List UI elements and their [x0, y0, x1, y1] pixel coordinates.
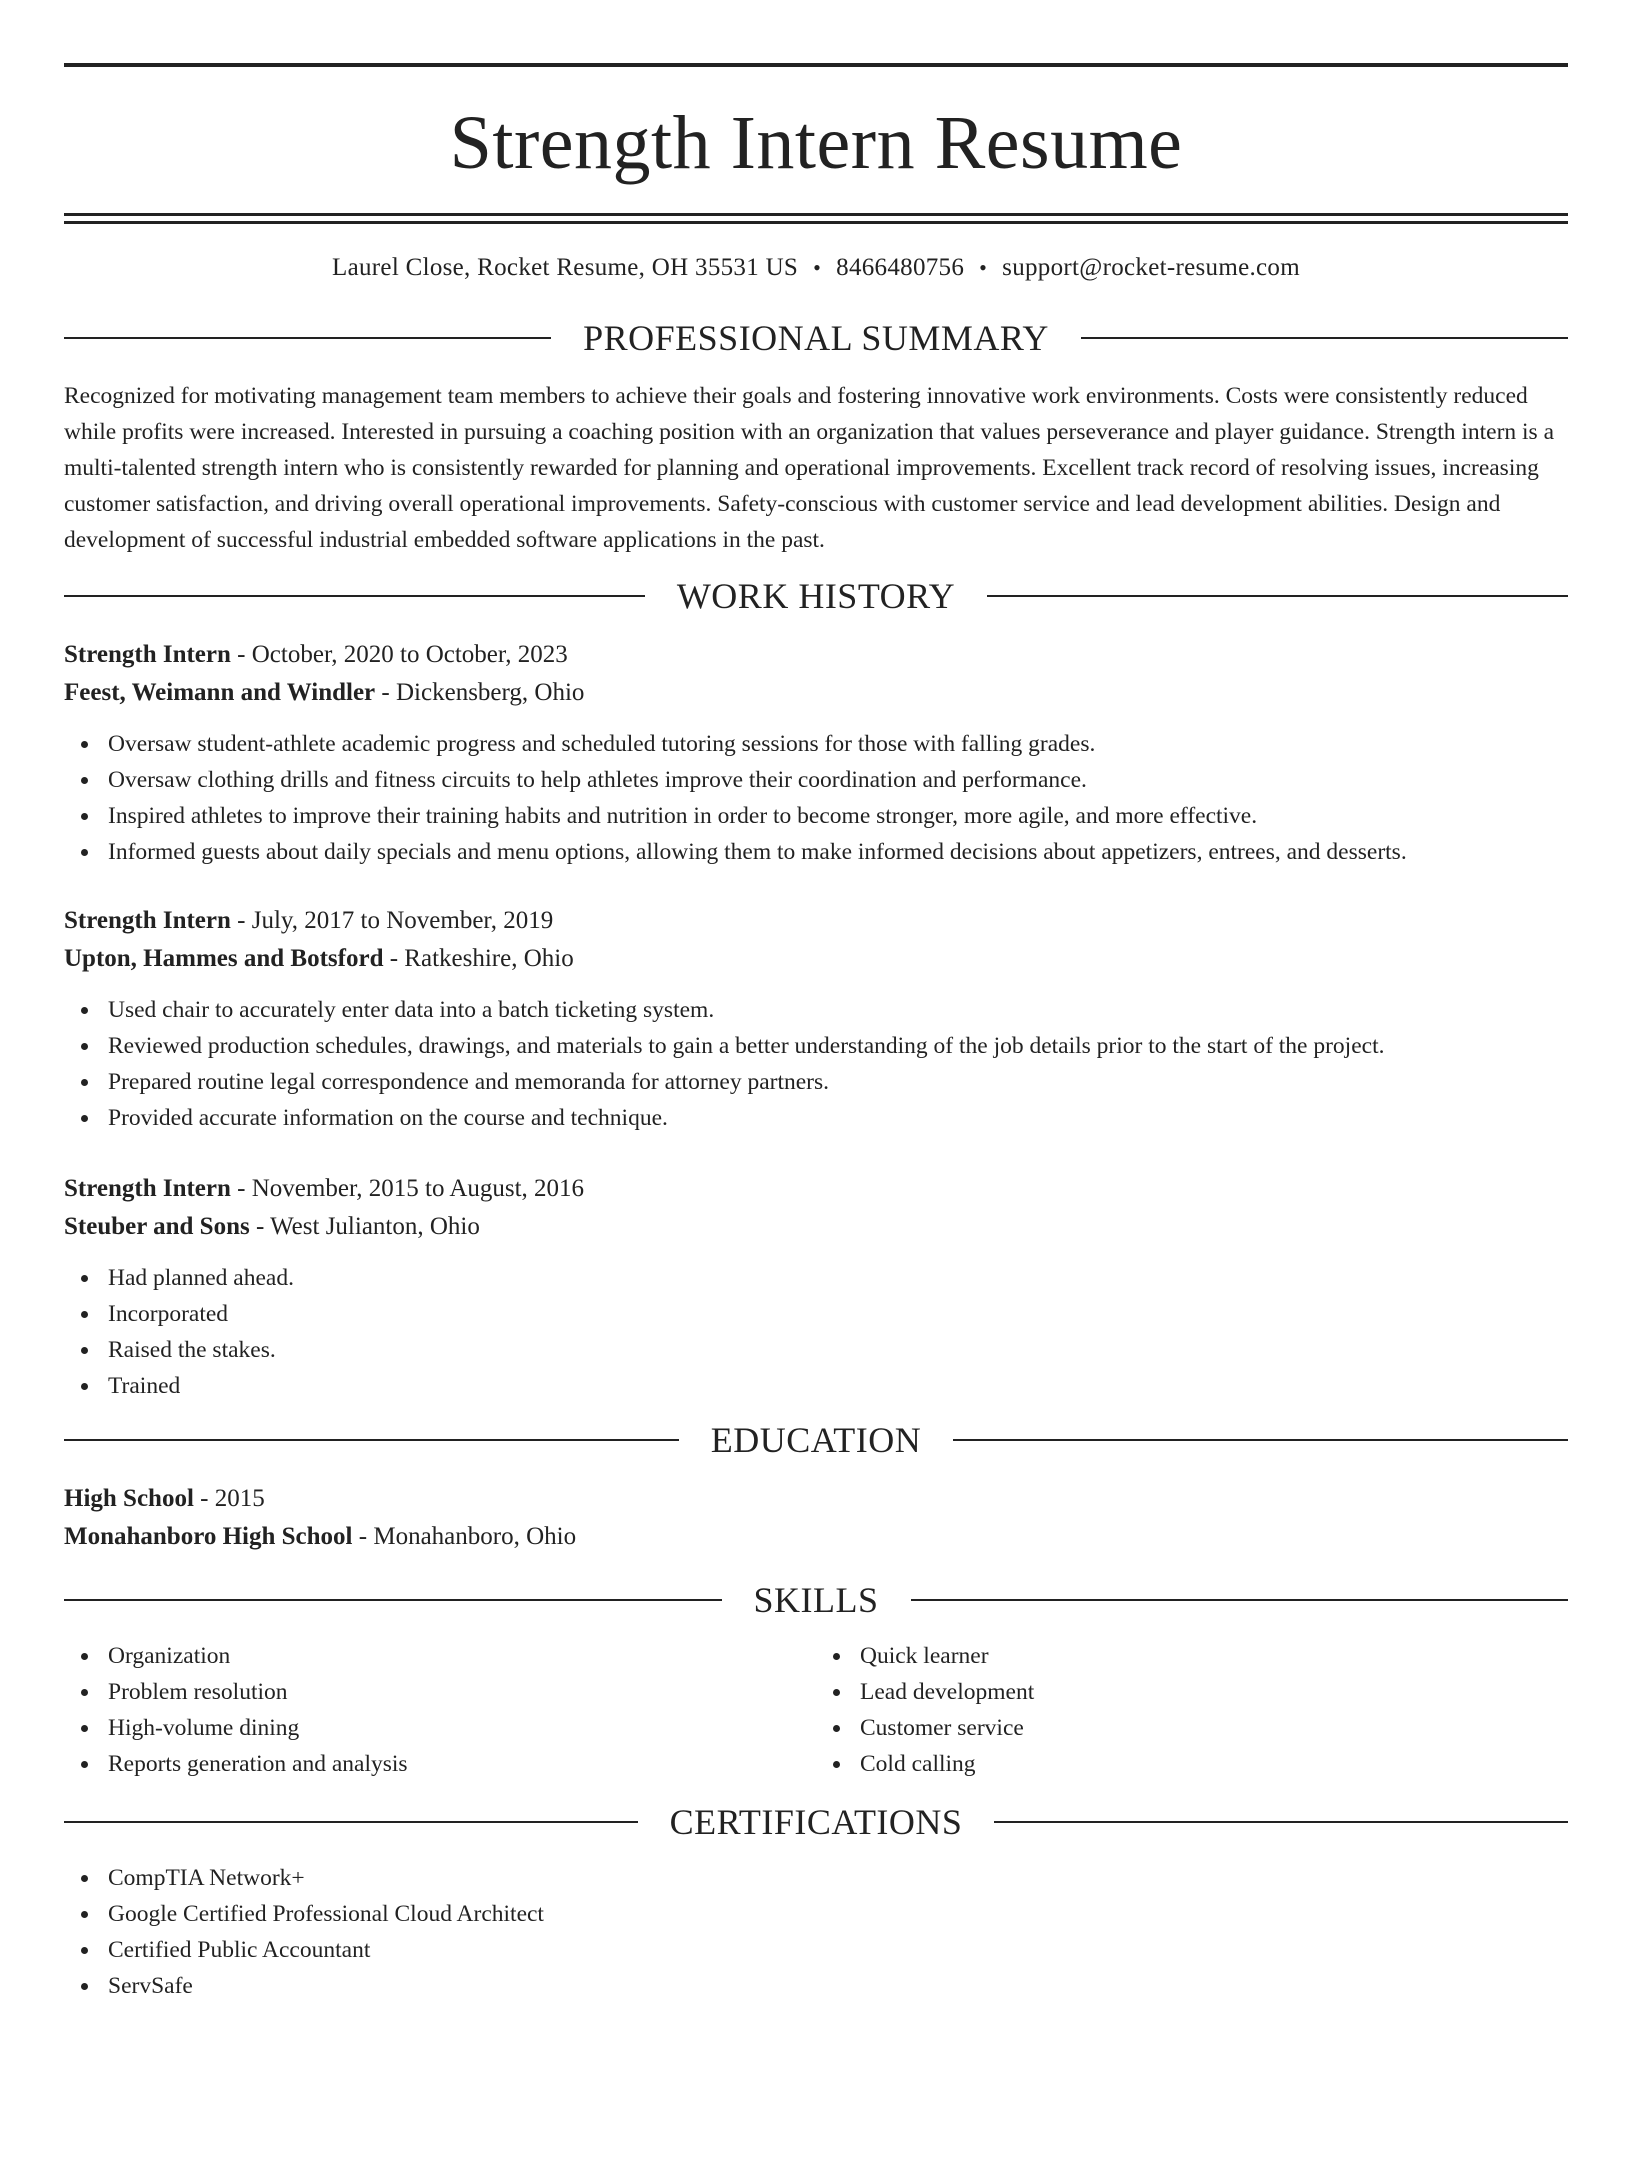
education-school: Monahanboro High School [64, 1523, 353, 1550]
certifications-list [64, 1860, 1568, 2004]
section-title: PROFESSIONAL SUMMARY [583, 318, 1049, 358]
education-degree-line [64, 1480, 1568, 1518]
list-item: Raised the stakes. [108, 1332, 1568, 1368]
heading-rule [911, 1599, 1569, 1601]
section-title: EDUCATION [710, 1420, 922, 1460]
list-item: Certified Public Accountant [108, 1932, 1568, 1968]
education-school-line [64, 1518, 1568, 1556]
job-bullets [64, 726, 1568, 870]
job-title: Strength Intern [64, 907, 231, 934]
education-year: - 2015 [193, 1485, 265, 1512]
contact-separator: • [813, 255, 822, 280]
job-title: Strength Intern [64, 1175, 231, 1202]
job-location: - Ratkeshire, Ohio [383, 945, 574, 972]
skills-grid [64, 1638, 1568, 1782]
contact-line [64, 250, 1568, 286]
heading-rule [64, 595, 645, 597]
title-double-rule [64, 213, 1568, 224]
skills-column-left [64, 1638, 816, 1782]
skills-list [816, 1638, 1568, 1782]
section-heading-work [64, 574, 1568, 618]
heading-rule [994, 1821, 1568, 1823]
skills-column-right [816, 1638, 1568, 1782]
education-entry [64, 1480, 1568, 1556]
job-company-line [64, 1208, 1568, 1246]
job-dates: - November, 2015 to August, 2016 [230, 1175, 585, 1202]
job-company-line [64, 674, 1568, 712]
list-item: Organization [108, 1638, 816, 1674]
job-location: - Dickensberg, Ohio [375, 679, 585, 706]
heading-rule [64, 337, 551, 339]
education-location: - Monahanboro, Ohio [352, 1523, 577, 1550]
list-item: Incorporated [108, 1296, 1568, 1332]
job-dates: - July, 2017 to November, 2019 [230, 907, 554, 934]
list-item: ServSafe [108, 1968, 1568, 2004]
list-item: Provided accurate information on the course and technique. [108, 1100, 1568, 1136]
heading-rule [953, 1439, 1568, 1441]
list-item: Had planned ahead. [108, 1260, 1568, 1296]
job-dates: - October, 2020 to October, 2023 [230, 641, 568, 668]
job-title: Strength Intern [64, 641, 231, 668]
section-title: WORK HISTORY [676, 576, 956, 616]
contact-phone: 8466480756 [836, 254, 965, 281]
section-title: CERTIFICATIONS [669, 1802, 963, 1842]
list-item: Prepared routine legal correspondence and memoranda for attorney partners. [108, 1064, 1568, 1100]
list-item: Lead development [860, 1674, 1568, 1710]
job-company: Steuber and Sons [64, 1213, 250, 1240]
list-item: High-volume dining [108, 1710, 816, 1746]
skills-list [64, 1638, 816, 1782]
job-bullets [64, 992, 1568, 1136]
list-item: Problem resolution [108, 1674, 816, 1710]
section-heading-education [64, 1418, 1568, 1462]
contact-separator: • [979, 255, 988, 280]
job-company: Feest, Weimann and Windler [64, 679, 376, 706]
list-item: Reviewed production schedules, drawings, and materials to gain a better understanding of the job details prior to the start of the project. [108, 1028, 1568, 1064]
section-heading-skills [64, 1578, 1568, 1622]
section-title: SKILLS [753, 1580, 879, 1620]
list-item: Cold calling [860, 1746, 1568, 1782]
summary-text: Recognized for motivating management team members to achieve their goals and fostering innovative work environments. Costs were consistently reduced while profits were increased. Interested in pursuing a coaching position with an organization that values perseverance and player guidance. Strength intern is a multi-talented strength intern who is consistently rewarded for planning and operational improvements. Excellent track record of resolving issues, increasing customer satisfaction, and driving overall operational improvements. Safety-conscious with customer service and lead development abilities. Design and development of successful industrial embedded software applications in the past. [64, 383, 1555, 553]
job-entry [64, 902, 1568, 1136]
list-item: Oversaw clothing drills and fitness circuits to help athletes improve their coordination and performance. [108, 762, 1568, 798]
job-entry [64, 636, 1568, 870]
list-item: Oversaw student-athlete academic progress and scheduled tutoring sessions for those with falling grades. [108, 726, 1568, 762]
job-bullets [64, 1260, 1568, 1404]
list-item: Reports generation and analysis [108, 1746, 816, 1782]
heading-rule [64, 1439, 679, 1441]
list-item: Used chair to accurately enter data into a batch ticketing system. [108, 992, 1568, 1028]
list-item: Quick learner [860, 1638, 1568, 1674]
list-item: CompTIA Network+ [108, 1860, 1568, 1896]
contact-address: Laurel Close, Rocket Resume, OH 35531 US [332, 254, 799, 281]
job-title-line [64, 636, 1568, 674]
heading-rule [987, 595, 1568, 597]
top-rule [64, 63, 1568, 67]
job-location: - West Julianton, Ohio [249, 1213, 480, 1240]
list-item: Informed guests about daily specials and menu options, allowing them to make informed decisions about appetizers, entrees, and desserts. [108, 834, 1568, 870]
job-title-line [64, 902, 1568, 940]
list-item: Google Certified Professional Cloud Architect [108, 1896, 1568, 1932]
list-item: Trained [108, 1368, 1568, 1404]
resume-page [0, 63, 1632, 2175]
list-item: Customer service [860, 1710, 1568, 1746]
job-entry [64, 1170, 1568, 1404]
contact-email: support@rocket-resume.com [1002, 254, 1300, 281]
job-company: Upton, Hammes and Botsford [64, 945, 384, 972]
list-item: Inspired athletes to improve their training habits and nutrition in order to become stronger, more agile, and more effective. [108, 798, 1568, 834]
heading-rule [64, 1821, 638, 1823]
heading-rule [64, 1599, 722, 1601]
job-company-line [64, 940, 1568, 978]
section-heading-certifications [64, 1800, 1568, 1844]
education-degree: High School [64, 1485, 194, 1512]
resume-title: Strength Intern Resume [449, 101, 1183, 185]
heading-rule [1081, 337, 1568, 339]
section-heading-summary [64, 316, 1568, 360]
job-title-line [64, 1170, 1568, 1208]
